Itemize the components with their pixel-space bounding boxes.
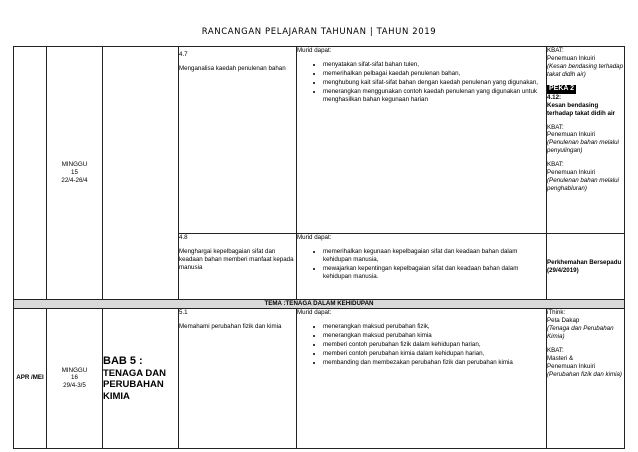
list-item: • menerangkan menggunakan contoh kaedah penulenan yang digunakan untuk menghasilkan bahan kegunaan harian — [323, 88, 546, 104]
chapter-title: TENAGA DAN PERUBAHAN KIMIA — [103, 367, 166, 402]
list-item: • membanding dan membezakan perubahan fizik dan perubahan kimia — [323, 359, 546, 367]
standard-text: Memahami perubahan fizik dan kimia — [179, 322, 282, 330]
week-cell — [47, 47, 103, 300]
kbat-detail: (Kesan bendasing terhadap takat didih air) — [547, 62, 624, 78]
kbat-type: Penemuan Inkuiri — [547, 54, 596, 62]
peka-badge: PEKA 2 — [549, 84, 575, 92]
week-number: 16 — [71, 374, 78, 382]
week-label: MINGGU — [61, 366, 88, 374]
list-item: • memerihalkan kegunaan kepelbagaian sifat dan keadaan bahan dalam kehidupan manusia, — [323, 248, 546, 264]
notes-cell — [547, 308, 625, 448]
objectives-intro: Murid dapat: — [297, 308, 332, 316]
notes-cell — [547, 234, 625, 300]
table-row — [14, 47, 625, 234]
kbat-detail: (Penulenan bahan melalui penghabluran) — [547, 177, 619, 193]
peka-desc: Kesan bendasing terhadap takat didih air — [547, 101, 616, 117]
kbat-type: Penemuan Inkuiri — [547, 131, 596, 139]
objectives-intro: Murid dapat: — [297, 47, 332, 54]
standard-cell — [179, 234, 297, 300]
ithink-label: iThink: — [547, 308, 566, 316]
objectives-intro: Murid dapat: — [297, 234, 332, 241]
event-name: Perkhemahan Bersepadu — [547, 258, 622, 266]
week-number: 15 — [71, 169, 78, 177]
week-cell — [47, 308, 103, 448]
month-cell — [14, 47, 47, 300]
list-item: • memberi contoh perubahan fizik dalam kehidupan harian, — [323, 341, 546, 349]
kbat-detail: (Penulenan bahan melalui penyulingan) — [547, 139, 619, 155]
chapter-number: BAB 5 : — [103, 354, 143, 367]
kbat-label: KBAT: — [547, 47, 564, 54]
kbat-detail: (Perubahan fizik dan kimia) — [547, 370, 622, 378]
standard-code: 5.1 — [179, 308, 188, 316]
week-label: MINGGU — [61, 161, 88, 169]
objectives-list — [297, 61, 546, 104]
event-date: (29/4/2019) — [547, 266, 579, 274]
standard-code: 4.7 — [179, 51, 188, 58]
objectives-list — [297, 248, 546, 281]
peka-code: 4.12: — [547, 93, 562, 101]
kbat-type: Penemuan Inkuiri — [547, 169, 596, 177]
kbat-type: Penemuan Inkuiri — [547, 362, 596, 370]
week-dates: 29/4-3/5 — [63, 382, 86, 390]
notes-cell — [547, 47, 625, 234]
standard-text: Menghargai kepelbagaian sifat dan keadaan bahan memberi manfaat kepada manusia — [179, 247, 294, 271]
list-item: • menerangkan maksud perubahan kimia — [323, 332, 546, 340]
objectives-cell — [297, 234, 547, 300]
list-item: • memberi contoh perubahan kimia dalam kehidupan harian, — [323, 350, 546, 358]
standard-cell — [179, 47, 297, 234]
list-item: • menyatakan sifat-sifat bahan tulen, — [323, 61, 546, 69]
standard-text: Menganalisa kaedah penulenan bahan — [179, 64, 286, 72]
objectives-cell — [297, 47, 547, 234]
list-item: • mewajarkan kepentingan kepelbagaian sifat dan keadaan bahan dalam kehidupan manusia. — [323, 265, 546, 281]
lesson-plan-table — [13, 46, 625, 449]
ithink-tool: Peta Dakap — [547, 316, 580, 324]
list-item: • menerangkan maksud perubahan fizik, — [323, 323, 546, 331]
month-cell: APR /MEI — [14, 308, 47, 448]
chapter-cell — [103, 308, 179, 448]
kbat-label: KBAT: — [547, 161, 564, 169]
chapter-cell — [103, 47, 179, 300]
theme-row — [14, 300, 625, 309]
page-header: RANCANGAN PELAJARAN TAHUNAN | TAHUN 2019 — [201, 27, 437, 37]
objectives-cell — [297, 308, 547, 448]
list-item: • memerihalkan pelbagai kaedah penulenan bahan, — [323, 70, 546, 78]
table-row — [14, 308, 625, 448]
ithink-detail: (Tenaga dan Perubahan Kimia) — [547, 324, 614, 340]
kbat-type: Masteri & — [547, 354, 574, 362]
theme-title: TEMA :TENAGA DALAM KEHIDUPAN — [14, 300, 625, 309]
week-dates: 22/4-26/4 — [61, 176, 88, 184]
kbat-label: KBAT: — [547, 346, 564, 354]
kbat-label: KBAT: — [547, 123, 564, 131]
list-item: • menghubung kait sifat-sifat bahan dengan kaedah penulenan yang digunakan, — [323, 79, 546, 87]
standard-code: 4.8 — [179, 234, 188, 241]
objectives-list — [297, 323, 546, 367]
standard-cell — [179, 308, 297, 448]
chapter-heading — [103, 355, 178, 402]
